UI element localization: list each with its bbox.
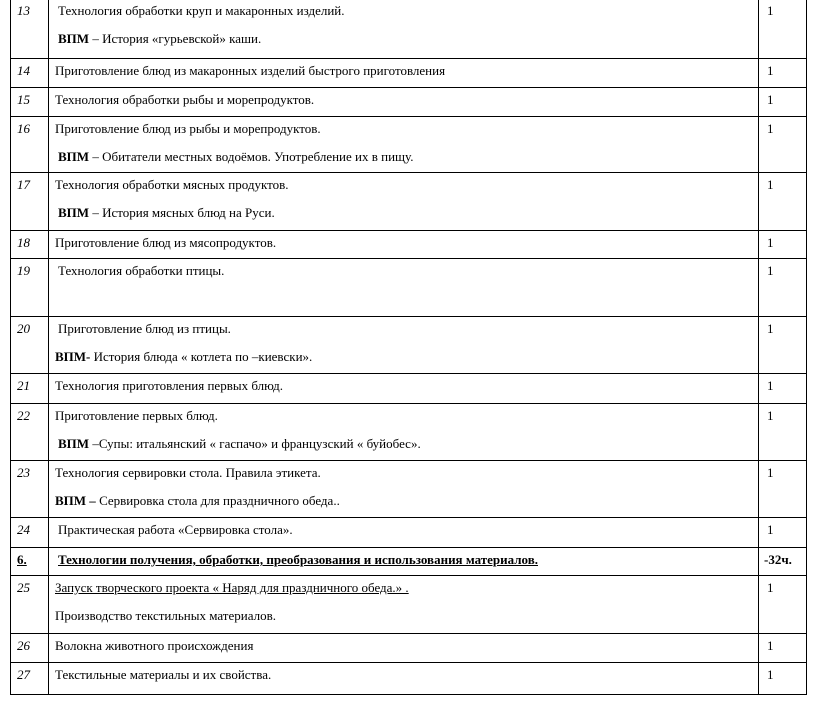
lesson-topic (49, 461, 759, 518)
vpm-line (55, 31, 758, 47)
lesson-topic (49, 259, 759, 317)
lesson-number: 25 (11, 576, 49, 634)
section-row (11, 548, 807, 576)
lesson-number: 20 (11, 317, 49, 374)
lesson-hours: 1 (759, 231, 807, 259)
table-row (11, 88, 807, 117)
lesson-number: 15 (11, 88, 49, 117)
lesson-topic (49, 59, 759, 88)
lesson-topic (49, 88, 759, 117)
topic-line: Технология обработки круп и макаронных изделий. (58, 3, 345, 18)
vpm-line (55, 493, 758, 509)
lesson-hours: 1 (759, 0, 807, 59)
topic-line: Текстильные материалы и их свойства. (55, 667, 272, 682)
lesson-hours: 1 (759, 173, 807, 231)
topic-line: Приготовление блюд из макаронных изделий быстрого приготовления (55, 63, 446, 78)
table-row (11, 259, 807, 317)
lesson-topic (49, 576, 759, 634)
lesson-hours: 1 (759, 634, 807, 663)
lesson-hours: 1 (759, 374, 807, 404)
topic-line: Приготовление блюд из рыбы и морепродуктов. (55, 121, 321, 136)
vpm-text: – История «гурьевской» каши. (89, 31, 262, 46)
lesson-number: 19 (11, 259, 49, 317)
topic-line: Практическая работа «Сервировка стола». (58, 522, 293, 537)
table-row (11, 663, 807, 695)
lesson-number: 14 (11, 59, 49, 88)
vpm-line (55, 349, 758, 365)
lesson-hours: 1 (759, 576, 807, 634)
vpm-label: ВПМ (58, 149, 90, 164)
lesson-hours: 1 (759, 461, 807, 518)
section-title-text: Технологии получения, обработки, преобразования и использования материалов. (58, 552, 538, 567)
topic-line: Технология сервировки стола. Правила этикета. (55, 465, 321, 480)
topic-line: Приготовление блюд из птицы. (58, 321, 231, 336)
lesson-topic (49, 634, 759, 663)
lesson-number: 17 (11, 173, 49, 231)
table-row (11, 317, 807, 374)
vpm-text: Сервировка стола для праздничного обеда.. (95, 493, 340, 508)
topic-line: Запуск творческого проекта « Наряд для праздничного обеда.» . (55, 580, 409, 595)
lesson-topic (49, 173, 759, 231)
table-row (11, 374, 807, 404)
lesson-hours: 1 (759, 59, 807, 88)
lesson-topic (49, 374, 759, 404)
lesson-hours: 1 (759, 404, 807, 461)
topic-line: Технология приготовления первых блюд. (55, 378, 284, 393)
lesson-number: 13 (11, 0, 49, 59)
vpm-text: – Обитатели местных водоёмов. Употребление их в пищу. (89, 149, 414, 164)
lesson-number: 24 (11, 518, 49, 548)
topic-line: Приготовление блюд из мясопродуктов. (55, 235, 277, 250)
lesson-topic (49, 0, 759, 59)
topic-line: Волокна животного происхождения (55, 638, 254, 653)
section-title (49, 548, 759, 576)
vpm-text: – История мясных блюд на Руси. (89, 205, 275, 220)
topic-line: Технология обработки рыбы и морепродуктов. (55, 92, 315, 107)
lesson-hours: 1 (759, 317, 807, 374)
topic-line: Технология обработки птицы. (58, 263, 225, 278)
section-hours: -32ч. (759, 548, 807, 576)
section-number: 6. (11, 548, 49, 576)
vpm-text: История блюда « котлета по –киевски». (90, 349, 313, 364)
lesson-number: 18 (11, 231, 49, 259)
vpm-label: ВПМ – (55, 493, 96, 508)
lesson-hours: 1 (759, 259, 807, 317)
table-row (11, 117, 807, 173)
vpm-line (55, 436, 758, 452)
lesson-hours: 1 (759, 117, 807, 173)
lesson-number: 16 (11, 117, 49, 173)
vpm-line (55, 205, 758, 221)
vpm-text: –Супы: итальянский « гаспачо» и французский « буйобес». (89, 436, 421, 451)
topic-line-2: Производство текстильных материалов. (55, 608, 276, 623)
lesson-topic (49, 404, 759, 461)
lesson-number: 21 (11, 374, 49, 404)
lesson-topic (49, 518, 759, 548)
vpm-line (55, 149, 758, 165)
lesson-number: 27 (11, 663, 49, 695)
vpm-label: ВПМ (58, 205, 90, 220)
curriculum-table (10, 0, 807, 695)
lesson-hours: 1 (759, 518, 807, 548)
table-row (11, 173, 807, 231)
table-row (11, 404, 807, 461)
table-row (11, 59, 807, 88)
lesson-topic (49, 317, 759, 374)
table-row (11, 0, 807, 59)
table-row (11, 634, 807, 663)
lesson-topic (49, 231, 759, 259)
vpm-label: ВПМ (58, 436, 90, 451)
vpm-label: ВПМ- (55, 349, 91, 364)
topic-line: Технология обработки мясных продуктов. (55, 177, 289, 192)
table-row (11, 231, 807, 259)
lesson-hours: 1 (759, 663, 807, 695)
lesson-number: 22 (11, 404, 49, 461)
table-row (11, 518, 807, 548)
topic-line: Приготовление первых блюд. (55, 408, 218, 423)
lesson-topic (49, 663, 759, 695)
lesson-topic (49, 117, 759, 173)
lesson-number: 23 (11, 461, 49, 518)
lesson-number: 26 (11, 634, 49, 663)
vpm-label: ВПМ (58, 31, 90, 46)
lesson-hours: 1 (759, 88, 807, 117)
table-row (11, 576, 807, 634)
table-row (11, 461, 807, 518)
